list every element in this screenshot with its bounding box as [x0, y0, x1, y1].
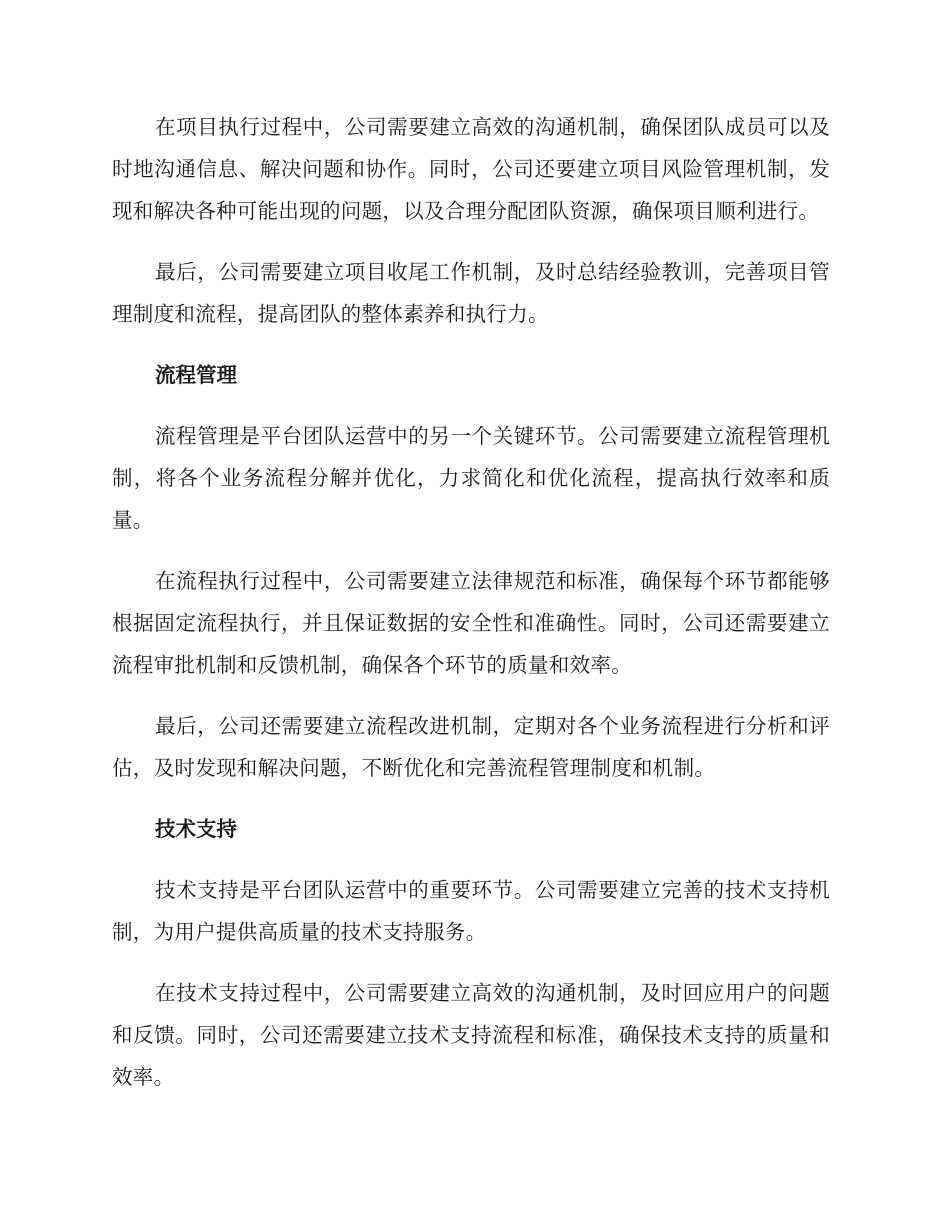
section-heading-process-management: 流程管理: [155, 363, 237, 387]
section-heading-technical-support: 技术支持: [155, 817, 237, 841]
paragraph-process-management-intro: 流程管理是平台团队运营中的另一个关键环节。公司需要建立流程管理机制，将各个业务流程分解并优化，力求简化和优化流程，提高执行效率和质量。: [112, 424, 830, 532]
paragraph-process-execution: 在流程执行过程中，公司需要建立法律规范和标准，确保每个环节都能够根据固定流程执行，并且保证数据的安全性和准确性。同时，公司还需要建立流程审批机制和反馈机制，确保各个环节的质量和效率。: [112, 569, 830, 677]
paragraph-technical-support-intro: 技术支持是平台团队运营中的重要环节。公司需要建立完善的技术支持机制，为用户提供高质量的技术支持服务。: [112, 878, 830, 944]
paragraph-process-improvement: 最后，公司还需要建立流程改进机制，定期对各个业务流程进行分析和评估，及时发现和解决问题，不断优化和完善流程管理制度和机制。: [112, 714, 830, 780]
document-page: [112, 106, 830, 1117]
paragraph-project-closing: 最后，公司需要建立项目收尾工作机制，及时总结经验教训，完善项目管理制度和流程，提高团队的整体素养和执行力。: [112, 260, 830, 326]
paragraph-communication-mechanism: 在项目执行过程中，公司需要建立高效的沟通机制，确保团队成员可以及时地沟通信息、解决问题和协作。同时，公司还要建立项目风险管理机制，发现和解决各种可能出现的问题，以及合理分配团队资源，确保项目顺利进行。: [112, 115, 830, 223]
paragraph-technical-support-process: 在技术支持过程中，公司需要建立高效的沟通机制，及时回应用户的问题和反馈。同时，公司还需要建立技术支持流程和标准，确保技术支持的质量和效率。: [112, 981, 830, 1089]
